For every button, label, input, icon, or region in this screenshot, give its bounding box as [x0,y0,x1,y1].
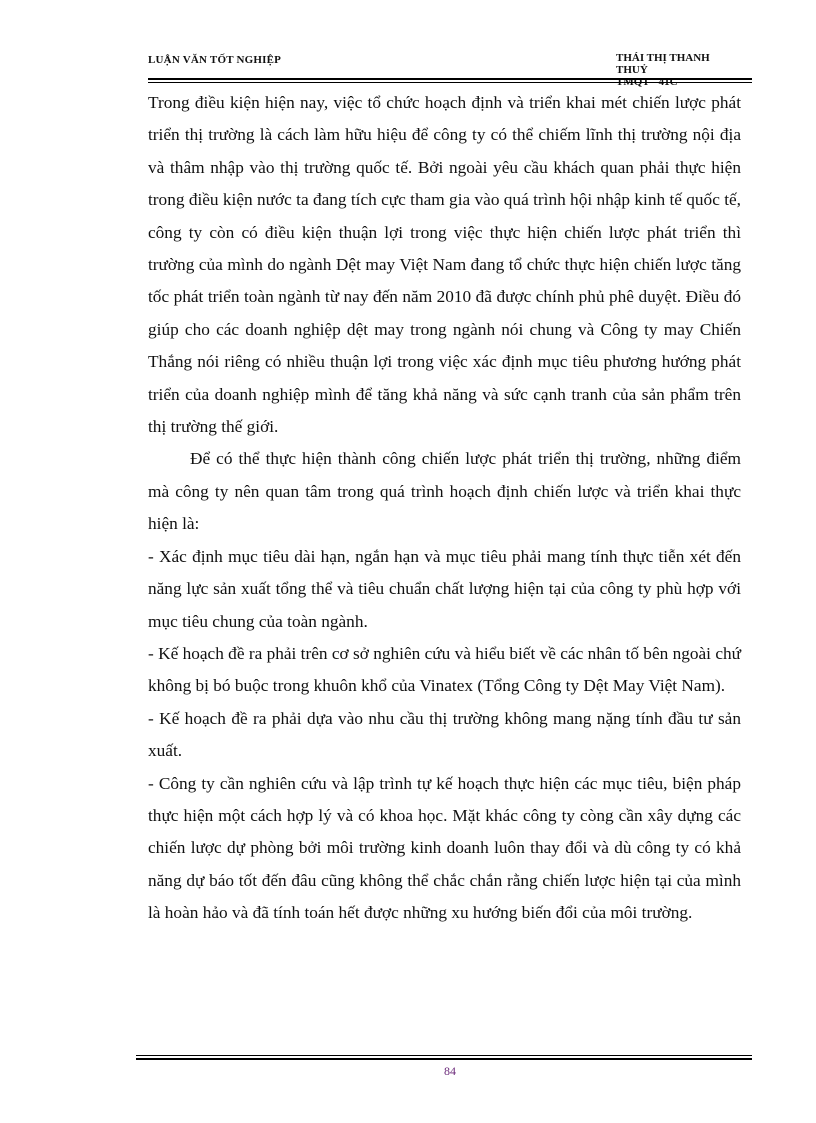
header-thesis-label: LUẬN VĂN TỐT NGHIỆP [148,54,282,66]
paragraph-2: Để có thể thực hiện thành công chiến lược phát triển thị trường, những điểm mà công ty nên quan tâm trong quá trình hoạch định chiến lược và triển khai thực hiện là: [148,449,741,534]
header-author-class: TMQT - 41C [616,76,678,88]
bullet-2: - Kế hoạch đề ra phải trên cơ sở nghiên cứu và hiểu biết về các nhân tố bên ngoài chứ không bị bó buộc trong khuôn khổ của Vinatex (Tổng Công ty Dệt May Việt Nam). [148,643,741,696]
footer-rule [136,1055,752,1060]
page-number: 84 [444,1064,456,1078]
paragraph-1: Trong điều kiện hiện nay, việc tổ chức hoạch định và triển khai mét chiến lược phát triển thị trường là cách làm hữu hiệu để công ty có thể chiếm lĩnh thị trường nội địa và thâm nhập vào thị trường quốc tế. Bởi ngoài yêu cầu khách quan phải thực hiện trong điều kiện nước ta đang tích cực tham gia vào quá trình hội nhập kinh tế quốc tế, công ty còn có điều kiện thuận lợi trong việc thực hiện chiến lược phát triển thì trường của mình do ngành Dệt may Việt Nam đang tổ chức thực hiện chiến lược tăng tốc phát triển toàn ngành từ nay đến năm 2010 đã được chính phủ phê duyệt. Điều đó giúp cho các doanh nghiệp dệt may trong ngành nói chung và Công ty may Chiến Thắng nói riêng có nhiều thuận lợi trong việc xác định mục tiêu phương hướng phát triển của doanh nghiệp mình để tăng khả năng và sức cạnh tranh của sản phẩm trên thị trường thế giới. [148,93,741,437]
bullet-4: - Công ty cần nghiên cứu và lập trình tự kế hoạch thực hiện các mục tiêu, biện pháp thực hiện một cách hợp lý và có khoa học. Mặt khác công ty còng cần xây dựng các chiến lược dự phòng bởi môi trường kinh doanh luôn thay đổi và dù công ty có khả năng dự báo tốt đến đâu cũng không thể chắc chắn rằng chiến lược hiện tại của mình là hoàn hảo và đã tính toán hết được những xu hướng biến đổi của môi trường. [148,773,741,923]
header-rule [148,78,752,83]
header-author-name: THÁI THỊ THANH THUỶ [616,52,710,76]
bullet-3: - Kế hoạch đề ra phải dựa vào nhu cầu thị trường không mang nặng tính đầu tư sản xuất. [148,708,741,761]
bullet-1: - Xác định mục tiêu dài hạn, ngắn hạn và mục tiêu phải mang tính thực tiễn xét đến năng lực sản xuất tổng thể và tiêu chuẩn chất lượng hiện tại của công ty phù hợp với mục tiêu chung của toàn ngành. [148,546,741,631]
page-header [148,50,752,88]
body-text [148,87,741,930]
